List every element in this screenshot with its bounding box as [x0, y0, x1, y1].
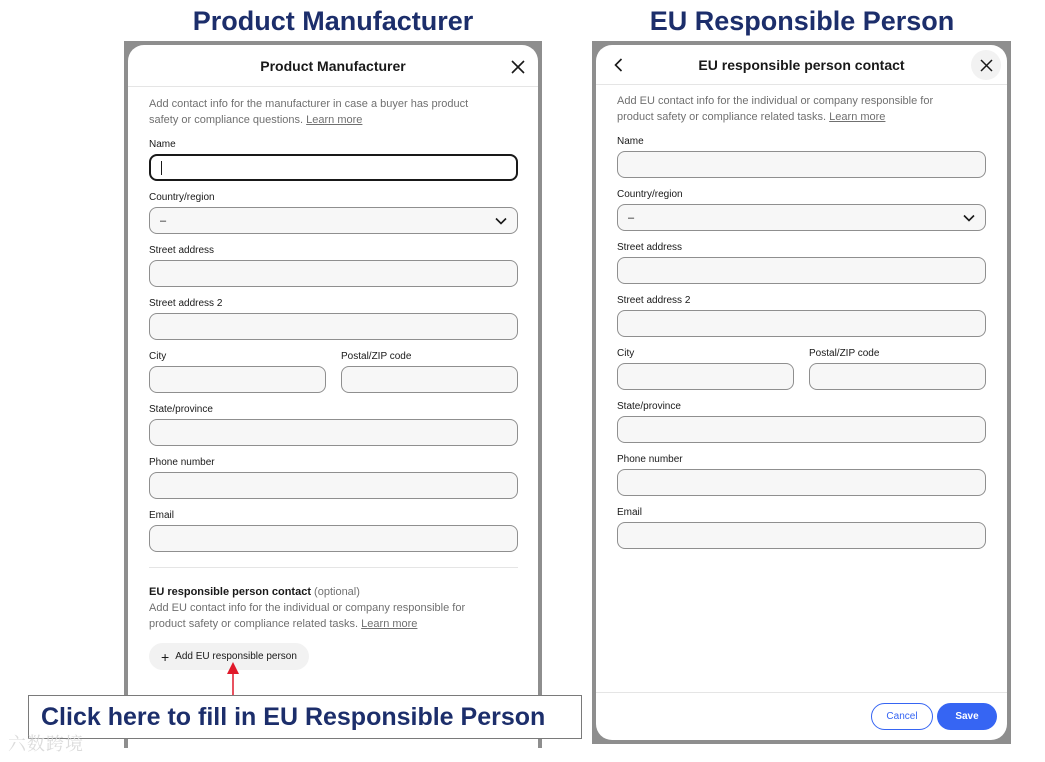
street2-input[interactable]: [149, 313, 518, 340]
country-value: –: [628, 211, 635, 224]
state-label: State/province: [617, 401, 681, 412]
watermark: 六数跨境: [8, 734, 84, 754]
postal-input[interactable]: [341, 366, 518, 393]
city-label: City: [149, 351, 167, 362]
country-label: Country/region: [149, 192, 215, 203]
street-input[interactable]: [149, 260, 518, 287]
street2-input[interactable]: [617, 310, 986, 337]
arrow-up-icon: [226, 660, 240, 696]
state-input[interactable]: [617, 416, 986, 443]
phone-label: Phone number: [149, 457, 215, 468]
postal-input[interactable]: [809, 363, 986, 390]
phone-label: Phone number: [617, 454, 683, 465]
dialog-title: Product Manufacturer: [260, 58, 406, 74]
eu-section-title-text: EU responsible person contact: [149, 586, 311, 598]
country-label: Country/region: [617, 189, 683, 200]
name-input[interactable]: [149, 154, 518, 181]
eu-section-text: [149, 600, 499, 632]
dialog-intro: [617, 93, 967, 125]
country-select[interactable]: [149, 207, 518, 234]
email-label: Email: [617, 507, 643, 518]
street-label: Street address: [149, 245, 215, 256]
city-label: City: [617, 348, 635, 359]
heading-product-manufacturer: Product Manufacturer: [192, 6, 474, 36]
phone-input[interactable]: [617, 469, 986, 496]
city-input[interactable]: [617, 363, 794, 390]
country-select[interactable]: [617, 204, 986, 231]
dialog-footer: [596, 692, 1007, 740]
dialog-header: [128, 45, 538, 87]
heading-eu-responsible-person: EU Responsible Person: [649, 6, 955, 36]
city-input[interactable]: [149, 366, 326, 393]
email-input[interactable]: [617, 522, 986, 549]
chevron-down-icon: [963, 214, 975, 222]
close-icon: [980, 59, 993, 72]
country-value: –: [160, 214, 167, 227]
optional-tag: (optional): [314, 586, 360, 598]
intro-text: Add EU contact info for the individual or company responsible for product safety or compliance related tasks.: [617, 95, 934, 123]
postal-label: Postal/ZIP code: [341, 351, 412, 362]
learn-more-link[interactable]: Learn more: [306, 114, 363, 126]
eu-responsible-person-dialog: [596, 45, 1007, 740]
eu-section-title: [149, 586, 360, 598]
email-label: Email: [149, 510, 175, 521]
close-button[interactable]: [971, 50, 1001, 80]
product-manufacturer-dialog: [128, 45, 538, 748]
eu-description: Add EU contact info for the individual or company responsible for product safety or compliance related tasks.: [149, 602, 466, 630]
intro-text: Add contact info for the manufacturer in case a buyer has product safety or compliance questions.: [149, 98, 469, 126]
section-divider: [149, 567, 518, 568]
name-label: Name: [149, 139, 176, 150]
state-label: State/province: [149, 404, 213, 415]
add-button-label: Add EU responsible person: [175, 651, 297, 662]
eu-learn-more-link[interactable]: Learn more: [361, 618, 418, 630]
phone-input[interactable]: [149, 472, 518, 499]
left-screenshot-frame: [124, 41, 542, 748]
close-button[interactable]: [503, 52, 533, 82]
dialog-intro: [149, 96, 499, 128]
state-input[interactable]: [149, 419, 518, 446]
dialog-header: [596, 45, 1007, 85]
name-input[interactable]: [617, 151, 986, 178]
plus-icon: +: [161, 648, 170, 665]
street2-label: Street address 2: [617, 295, 691, 306]
street-input[interactable]: [617, 257, 986, 284]
postal-label: Postal/ZIP code: [809, 348, 880, 359]
right-screenshot-frame: [592, 41, 1011, 744]
street-label: Street address: [617, 242, 683, 253]
close-icon: [511, 60, 525, 74]
callout-instruction: Click here to fill in EU Responsible Person: [28, 695, 582, 739]
email-input[interactable]: [149, 525, 518, 552]
learn-more-link[interactable]: Learn more: [829, 111, 886, 123]
street2-label: Street address 2: [149, 298, 223, 309]
save-button[interactable]: Save: [937, 703, 997, 730]
dialog-title: EU responsible person contact: [698, 57, 905, 73]
name-label: Name: [617, 136, 644, 147]
chevron-down-icon: [495, 217, 507, 225]
text-caret: [161, 161, 162, 175]
cancel-button[interactable]: Cancel: [871, 703, 933, 730]
